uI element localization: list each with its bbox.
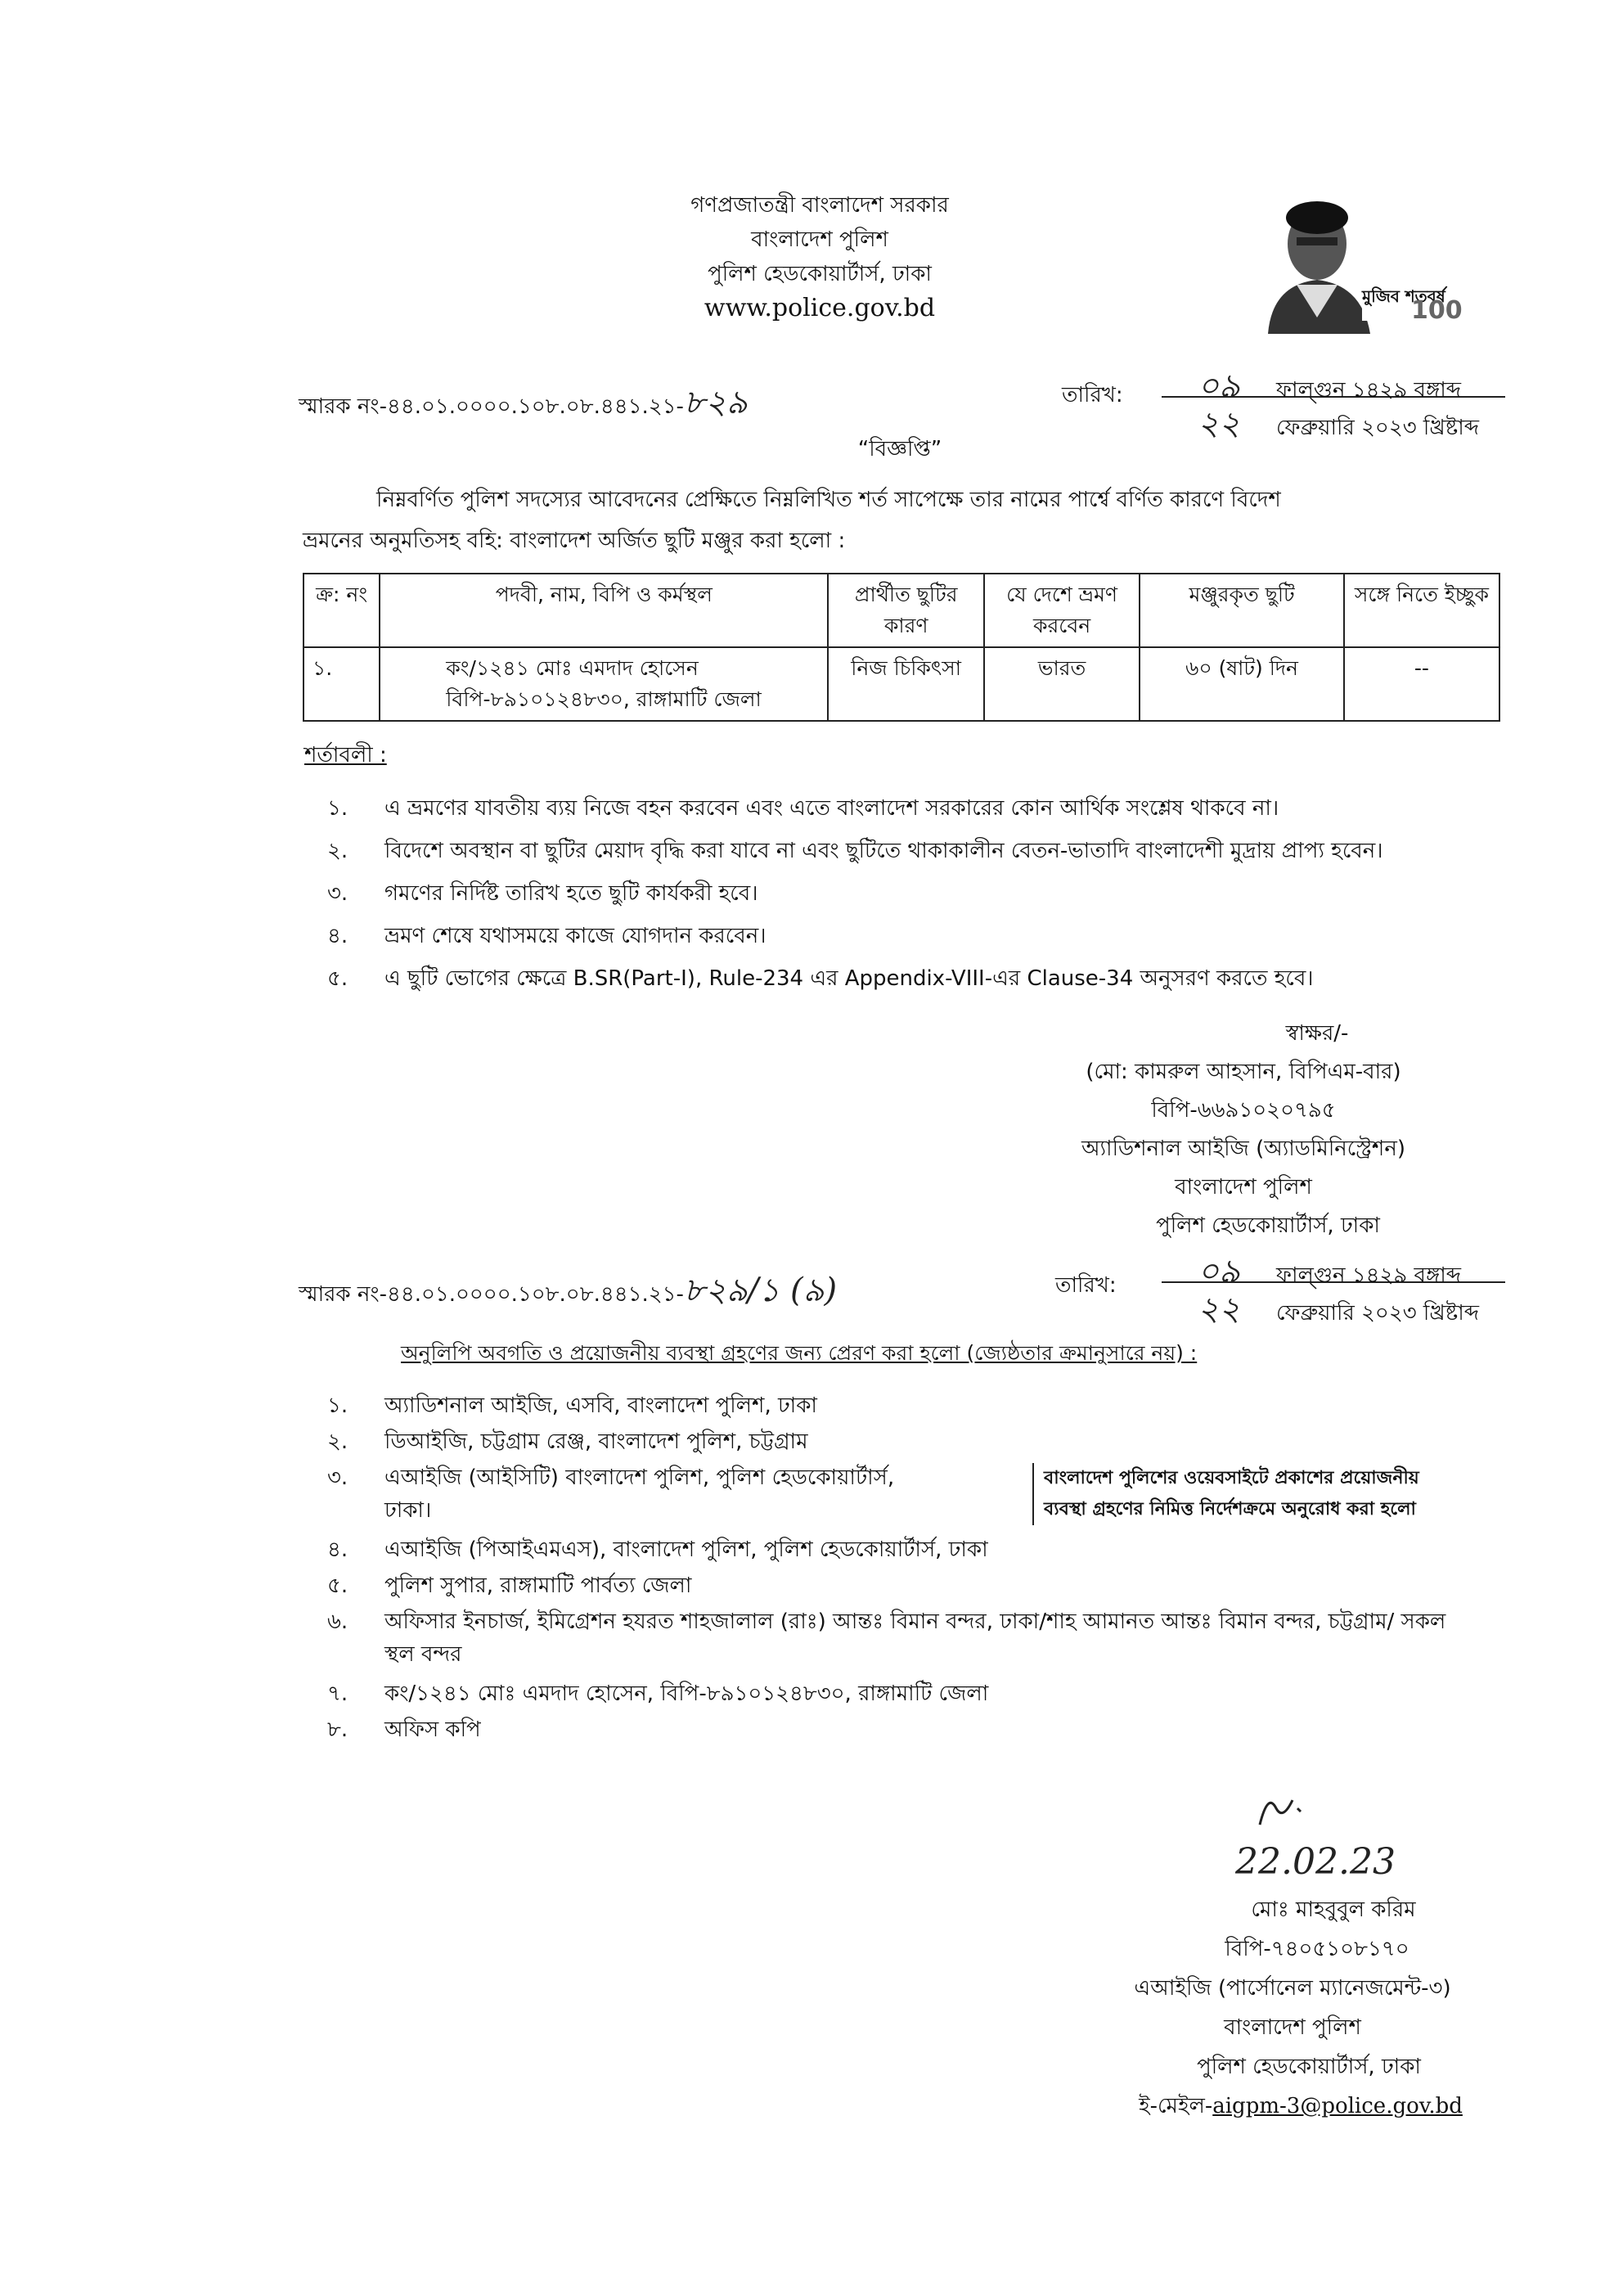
copy-item: ৮. অফিস কপি [327,1717,481,1742]
date-eng-day: ২২ [1197,405,1240,443]
header-line3: পুলিশ হেডকোয়ার্টার্স, ঢাকা [708,262,932,286]
copy-title: অনুলিপি অবগতি ও প্রয়োজনীয় ব্যবস্থা গ্রহণের জন্য প্রেরণ করা হলো (জ্যেষ্ঠতার ক্রমানুসারে নয়) : [401,1341,1198,1365]
table-header-row [303,574,1499,647]
date-eng: ফেব্রুয়ারি ২০২৩ খ্রিষ্টাব্দ [1276,416,1480,440]
notice-title: “বিজ্ঞপ্তি” [857,437,942,461]
signatory2-designation: এআইজি (পার্সোনেল ম্যানেজমেন্ট-৩) [1134,1976,1451,2001]
signatory2-org: বাংলাদেশ পুলিশ [1224,2015,1361,2040]
website: www.police.gov.bd [704,294,936,322]
signatory2-email [1072,2087,1513,2126]
conditions-title: শর্তাবলী : [304,743,387,768]
copy-item: ৩. এআইজি (আইসিটি) বাংলাদেশ পুলিশ, পুলিশ হেডকোয়ার্টার্স, ঢাকা। [327,1465,895,1523]
signatory2-office: পুলিশ হেডকোয়ার্টার্স, ঢাকা [1197,2055,1421,2079]
signatory2-name: মোঃ মাহবুবুল করিম [1251,1898,1416,1922]
condition-item: ৩. গমণের নির্দিষ্ট তারিখ হতে ছুটি কার্যকরী হবে। [327,881,758,906]
copy-item: ৬. অফিসার ইনচার্জ, ইমিগ্রেশন হযরত শাহজালাল (রাঃ) আন্তঃ বিমান বন্দর, ঢাকা/শাহ আমানত আন্তঃ বিমান বন্দর, চট্টগ্রাম/ সকল স্থল বন্দর [327,1609,1446,1667]
mujib-borsho-logo [1239,195,1463,334]
cell-serial: ১. [303,647,380,721]
date-bangla: ফাল্গুন ১৪২৯ বঙ্গাব্দ [1276,378,1462,403]
signed-label: স্বাক্ষর/- [1285,1021,1349,1046]
col-country: যে দেশে ভ্রমণ করবেন [984,574,1140,647]
intro-line1: নিম্নবর্ণিত পুলিশ সদস্যের আবেদনের প্রেক্ষিতে নিম্নলিখিত শর্ত সাপেক্ষে তার নামের পার্শ্বে বর্ণিত কারণে বিদেশ [376,488,1281,512]
cell-name-line2: বিপি-৮৯১০১২৪৮৩০, রাঙ্গামাটি জেলা [446,687,762,711]
condition-item: ১. এ ভ্রমণের যাবতীয় ব্যয় নিজে বহন করবেন এবং এতে বাংলাদেশ সরকারের কোন আর্থিক সংশ্লেষ থাকবে না। [327,796,1279,821]
copy-item: ৫. পুলিশ সুপার, রাঙ্গামাটি পার্বত্য জেলা [327,1573,692,1598]
email-link[interactable]: aigpm-3@police.gov.bd [1212,2094,1463,2118]
copy-item: ৪. এআইজি (পিআইএমএস), বাংলাদেশ পুলিশ, পুলিশ হেডকোয়ার্টার্স, ঢাকা [327,1537,988,1562]
signatory-office: পুলিশ হেডকোয়ার্টার্স, ঢাকা [1156,1213,1380,1238]
col-leave: মঞ্জুরকৃত ছুটি [1140,574,1344,647]
date-bangla-2: ফাল্গুন ১৪২৯ বঙ্গাব্দ [1276,1263,1462,1288]
signature-mark-icon [1243,1784,1342,1833]
copy-item: ১. অ্যাডিশনাল আইজি, এসবি, বাংলাদেশ পুলিশ, ঢাকা [327,1393,817,1418]
signature-block-2 [1072,1890,1513,2126]
note-line1: বাংলাদেশ পুলিশের ওয়েবসাইটে প্রকাশের প্রয়োজনীয় [1044,1468,1419,1488]
date-eng-2: ফেব্রুয়ারি ২০২৩ খ্রিষ্টাব্দ [1276,1301,1480,1326]
memo-number-2 [299,1264,837,1319]
header [607,188,1032,326]
signatory-name: (মো: কামরুল আহসান, বিপিএম-বার) [1086,1060,1401,1084]
copy-item: ৭. কং/১২৪১ মোঃ এমদাদ হোসেন, বিপি-৮৯১০১২৪৮৩০, রাঙ্গামাটি জেলা [327,1681,989,1706]
note-line2: ব্যবস্থা গ্রহণের নিমিত্ত নির্দেশক্রমে অনুরোধ করা হলো [1044,1499,1416,1519]
cell-name [380,647,828,721]
signature-block-1 [1039,1015,1448,1245]
date-bangla-day: ০৯ [1198,367,1240,405]
handwritten-signature [1243,1784,1342,1833]
intro-line2: ভ্রমনের অনুমতিসহ বহি: বাংলাদেশ অর্জিত ছুটি মঞ্জুর করা হলো : [303,529,846,553]
memo-number [299,376,748,431]
memo-label: স্মারক নং-৪৪.০১.০০০০.১০৮.০৮.৪৪১.২১- [299,394,684,419]
cell-reason: নিজ চিকিৎসা [828,647,984,721]
signatory2-bp: বিপি-৭৪০৫১০৮১৭০ [1225,1937,1409,1961]
header-line2: বাংলাদেশ পুলিশ [751,227,888,252]
memo-label-2: স্মারক নং-৪৪.০১.০০০০.১০৮.০৮.৪৪১.২১- [299,1282,684,1307]
memo-handwritten-number: ৮২৯ [683,384,748,421]
email-label: ই-মেইল- [1139,2094,1213,2118]
memo-handwritten-number-2: ৮২৯/১ (৯) [683,1272,838,1309]
logo-number: 100 [1411,296,1463,325]
memo-date-label-2: তারিখ: [1055,1273,1117,1298]
condition-item: ৪. ভ্রমণ শেষে যথাসময়ে কাজে যোগদান করবেন। [327,924,767,948]
table-row [303,647,1499,721]
leave-table [303,573,1500,722]
col-serial: ক্র: নং [303,574,380,647]
memo-date-2 [1162,1245,1505,1328]
signatory-org: বাংলাদেশ পুলিশ [1175,1175,1312,1200]
condition-item: ২. বিদেশে অবস্থান বা ছুটির মেয়াদ বৃদ্ধি করা যাবে না এবং ছুটিতে থাকাকালীন বেতন-ভাতাদি বাংলাদেশী মুদ্রায় প্রাপ্য হবেন। [327,839,1383,863]
cell-companion: -- [1344,647,1499,721]
cell-country: ভারত [984,647,1140,721]
handwritten-date: 22.02.23 [1235,1841,1396,1883]
signatory-bp: বিপি-৬৬৯১০২০৭৯৫ [1151,1098,1336,1123]
website-note [1032,1463,1486,1525]
col-reason: প্রার্থীত ছুটির কারণ [828,574,984,647]
header-line1: গণপ্রজাতন্ত্রী বাংলাদেশ সরকার [690,193,949,218]
col-name: পদবী, নাম, বিপি ও কর্মস্থল [380,574,828,647]
cell-leave: ৬০ (ষাট) দিন [1140,647,1344,721]
logo-text: মুজিব শতবর্ষ [1362,286,1445,306]
copy-item: ২. ডিআইজি, চট্টগ্রাম রেঞ্জ, বাংলাদেশ পুলিশ, চট্টগ্রাম [327,1429,808,1454]
memo-date [1162,360,1505,443]
memo-date-label: তারিখ: [1062,383,1123,407]
condition-item: ৫. এ ছুটি ভোগের ক্ষেত্রে B.SR(Part-I), Rule-234 এর Appendix-VIII-এর Clause-34 অনুসরণ করতে হবে। [327,966,1314,991]
signatory-designation: অ্যাডিশনাল আইজি (অ্যাডমিনিস্ট্রেশন) [1081,1137,1405,1161]
cell-name-line1: কং/১২৪১ মোঃ এমদাদ হোসেন [446,656,699,680]
date-eng-day-2: ২২ [1197,1290,1240,1328]
col-companion: সঙ্গে নিতে ইচ্ছুক [1344,574,1499,647]
date-bangla-day-2: ০৯ [1198,1253,1240,1290]
